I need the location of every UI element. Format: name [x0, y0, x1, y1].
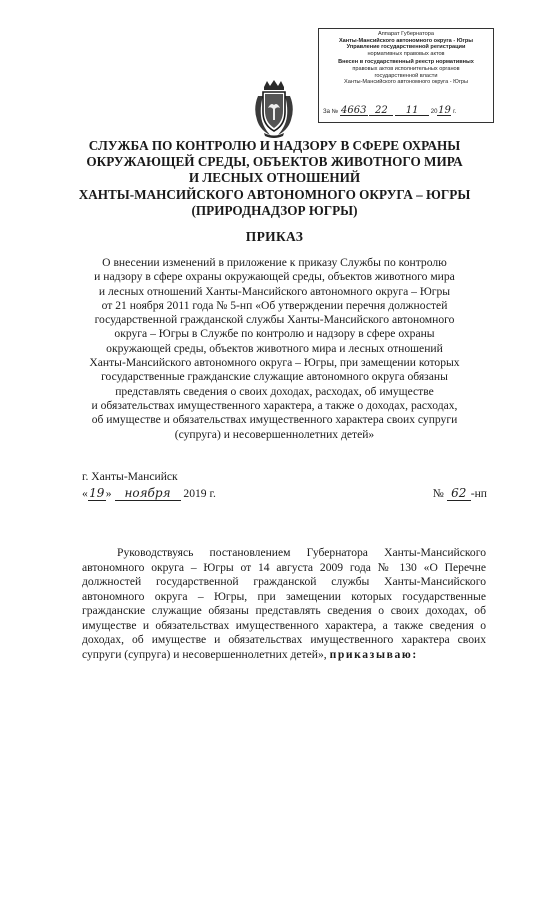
org-line: (ПРИРОДНАДЗОР ЮГРЫ)	[191, 202, 358, 218]
subject-line: (супруга) и несовершеннолетних детей»	[174, 427, 375, 441]
organization-heading	[40, 138, 509, 219]
document-type: ПРИКАЗ	[245, 229, 304, 244]
document-date	[82, 486, 216, 501]
coat-of-arms-icon	[250, 78, 298, 140]
date-year: 2019 г.	[183, 487, 216, 500]
registration-stamp	[318, 28, 494, 123]
order-subject	[60, 256, 489, 442]
subject-line: и лесных отношений Ханты-Мансийского автономного округа – Югры	[98, 284, 451, 298]
subject-line: Ханты-Мансийского автономного округа – Югры, при замещении которых	[89, 356, 460, 370]
org-line: ХАНТЫ-МАНСИЙСКОГО АВТОНОМНОГО ОКРУГА – ЮГРЫ	[78, 186, 471, 202]
date-close-quote: »	[105, 487, 112, 500]
date-open-quote: «	[82, 487, 88, 500]
subject-line: об имуществе и обязательствах имущественного характера своих супруги	[91, 413, 458, 427]
org-line: ОКРУЖАЮЩЕЙ СРЕДЫ, ОБЪЕКТОВ ЖИВОТНОГО МИРА	[86, 154, 463, 170]
stamp-registration-line	[323, 105, 489, 117]
subject-line: и надзору в сфере охраны окружающей среды, объектов животного мира	[94, 270, 455, 284]
subject-line: округа – Югры в Службе по контролю и надзору в сфере охраны	[114, 327, 435, 341]
date-month: ноября	[115, 486, 181, 501]
number-prefix: №	[432, 487, 444, 500]
stamp-line: Ханты-Мансийского автономного округа - Югры	[344, 79, 468, 86]
subject-line: государственной гражданской службы Ханты-Мансийского автономного	[94, 313, 455, 327]
stamp-line: Внесен в государственный реестр нормативных	[338, 59, 474, 66]
stamp-reg-year-prefix: 20	[430, 109, 438, 116]
date-day: 19	[89, 486, 105, 500]
stamp-reg-suffix: г.	[453, 109, 457, 116]
subject-line: представлять сведения о своих доходах, расходах, об имуществе	[115, 384, 434, 398]
subject-line: от 21 ноября 2011 года № 5-нп «Об утверждении перечня должностей	[101, 298, 448, 312]
stamp-reg-day: 22	[369, 108, 393, 116]
stamp-line: Управление государственной регистрации	[346, 44, 466, 51]
body-text: Руководствуясь постановлением Губернатора Ханты-Мансийского автономного округа – Югры от 14 августа 2009 года № 130 «О Перечне должностей государственной гражданской службы Ханты-Мансийского автономного округа – Югры, при замещении которых государственные гражданские служащие обязаны представлять сведения о своих доходах, об имуществе и обязательствах имущественного характера, а также сведения о доходах, об имуществе и обязательствах имущественного характера своих супруги (супруга) и несовершеннолетних детей»,	[82, 546, 486, 661]
stamp-line: Аппарат Губернатора	[378, 31, 434, 37]
stamp-reg-year: 19	[438, 105, 451, 117]
number-value: 62	[447, 486, 471, 501]
subject-line: и обязательствах имущественного характера, а также о доходах, расходах,	[91, 398, 458, 412]
stamp-line: Ханты-Мансийского автономного округа - Югры	[338, 37, 474, 44]
stamp-reg-prefix: За №	[323, 109, 339, 116]
subject-line: государственные гражданские служащие автономного округа обязаны	[101, 370, 448, 384]
document-place: г. Ханты-Мансийск	[82, 470, 178, 483]
subject-line: окружающей среды, объектов животного мира и лесных отношений	[106, 341, 443, 355]
stamp-reg-number: 4663	[341, 105, 367, 117]
stamp-line: государственной власти	[374, 72, 438, 79]
org-line: СЛУЖБА ПО КОНТРОЛЮ И НАДЗОРУ В СФЕРЕ ОХРАНЫ	[88, 138, 461, 153]
subject-line: О внесении изменений в приложение к приказу Службы по контролю	[102, 256, 447, 269]
stamp-line: нормативных правовых актов	[367, 50, 445, 57]
stamp-line: правовых актов исполнительных органов	[352, 65, 460, 72]
command-word: приказываю:	[329, 647, 418, 661]
org-line: И ЛЕСНЫХ ОТНОШЕНИЙ	[188, 170, 361, 186]
stamp-reg-month: 11	[395, 108, 429, 116]
document-number	[433, 486, 487, 501]
body-paragraph	[82, 546, 486, 662]
number-suffix: -нп	[470, 487, 487, 500]
